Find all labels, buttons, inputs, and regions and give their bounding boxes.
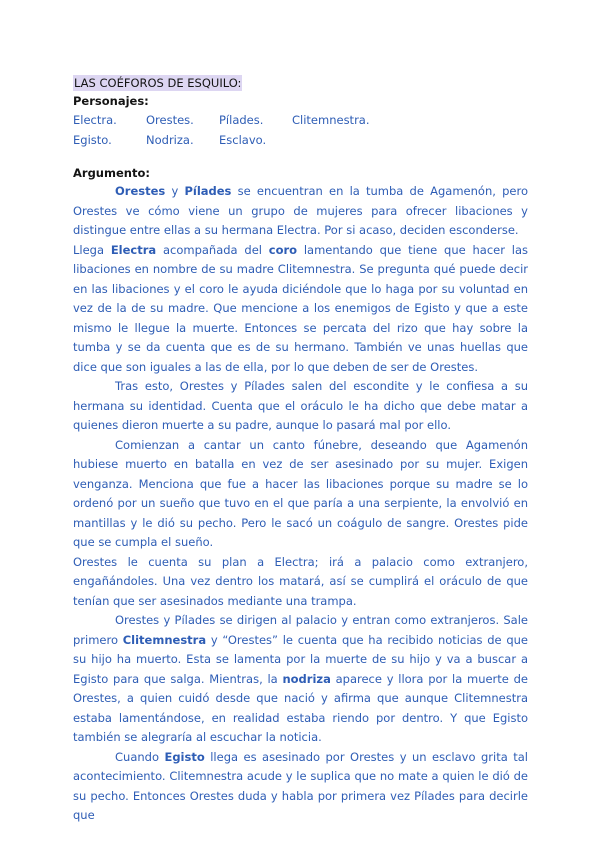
bold-name: Egisto	[164, 749, 205, 764]
paragraph	[73, 748, 528, 826]
paragraph	[73, 241, 528, 378]
bold-name: coro	[268, 242, 298, 257]
character-list	[73, 110, 528, 150]
text-segment: y “Orestes” le cuenta que ha recibido noticias de que su hijo ha muerto. Esta se lamenta por la muerte de su hijo y va a buscar a Egisto para que salga. Mientras, la	[73, 632, 529, 686]
text-segment: Orestes le cuenta su plan a Electra; irá a palacio como extranjero, engañándoles. Una vez dentro los matará, así se cumplirá el oráculo de que tenían que ser asesinados mediante una trampa.	[73, 554, 528, 608]
bold-name: Clitemnestra	[122, 632, 207, 647]
document-title: LAS COÉFOROS DE ESQUILO:	[74, 76, 242, 90]
bold-name: Electra	[110, 242, 157, 257]
character-item: Electra.	[73, 113, 117, 127]
paragraph	[73, 182, 528, 241]
paragraph	[73, 436, 528, 553]
text-segment: llega es asesinado por Orestes y un esclavo grita tal acontecimiento. Clitemnestra acude y le suplica que no mate a quien le dió de su pecho. Entonces Orestes duda y habla por primera vez Pílades para decirle que	[73, 749, 528, 822]
text-segment: Tras esto, Orestes y Pílades salen del escondite y le confiesa a su hermana su identidad. Cuenta que el oráculo le ha dicho que debe matar a quienes dieron muerte a su padre, aunque lo pasará mal por ello.	[73, 379, 528, 432]
text-segment: lamentando que tiene que hacer las libaciones en nombre de su madre Clitemnestra. Se pregunta qué puede decir en las libaciones y el coro le ayuda diciéndole que lo haga por su voluntad en vez de la de su madre. Que mencione a los enemigos de Egisto y que a este mismo le llegue la muerte. Entonces se percata del rizo que hay sobre la tumba y se da cuenta que es de su hermano. También ve unas huellas que dice que son iguales a las de ella, por lo que deben de ser de Orestes.	[73, 242, 528, 374]
character-item: Nodriza.	[146, 133, 194, 147]
text-segment: y	[165, 184, 185, 198]
document-page	[73, 72, 528, 826]
character-item: Esclavo.	[219, 133, 267, 147]
text-segment: Comienzan a cantar un canto fúnebre, deseando que Agamenón hubiese muerto en batalla en vez de ser asesinado por su mujer. Exigen venganza. Menciona que fue a hacer las libaciones porque su madre se lo ordenó por un sueño que tuvo en el que paría a una serpiente, la envolvió en mantillas y le dió su pecho. Pero le sacó un coágulo de sangre. Orestes pide que se cumpla el sueño.	[73, 437, 528, 549]
argument-body	[73, 182, 528, 826]
text-segment: se encuentran en la tumba de Agamenón, pero Orestes ve cómo viene un grupo de mujeres para ofrecer libaciones y distingue entre ellas a su hermana Electra. Por si acaso, deciden esconderse.	[73, 184, 528, 237]
character-item: Clitemnestra.	[292, 113, 370, 127]
text-segment: Llega	[73, 242, 111, 257]
character-item: Pílades.	[219, 113, 264, 127]
paragraph	[73, 553, 528, 612]
bold-name: nodriza	[282, 671, 331, 686]
text-segment: acompañada del	[156, 242, 269, 257]
section-spacer	[73, 150, 528, 164]
character-item: Egisto.	[73, 133, 112, 147]
text-segment: Cuando	[115, 749, 165, 764]
character-item: Orestes.	[146, 113, 194, 127]
argumento-heading: Argumento:	[73, 166, 150, 180]
personajes-heading: Personajes:	[73, 94, 149, 108]
text-segment: Orestes y Pílades se dirigen al palacio y entran como extranjeros. Sale primero	[73, 613, 528, 647]
bold-name: Pílades	[184, 184, 232, 198]
title-row	[73, 72, 528, 92]
text-segment: aparece y llora por la muerte de Orestes, a quien cuidó desde que nació y afirma que aunque Clitemnestra estaba lamentándose, en realidad estaba riendo por dentro. Y que Egisto también se alegraría al escuchar la noticia.	[73, 671, 528, 744]
paragraph	[73, 377, 528, 436]
paragraph	[73, 611, 528, 748]
bold-name: Orestes	[115, 184, 166, 198]
